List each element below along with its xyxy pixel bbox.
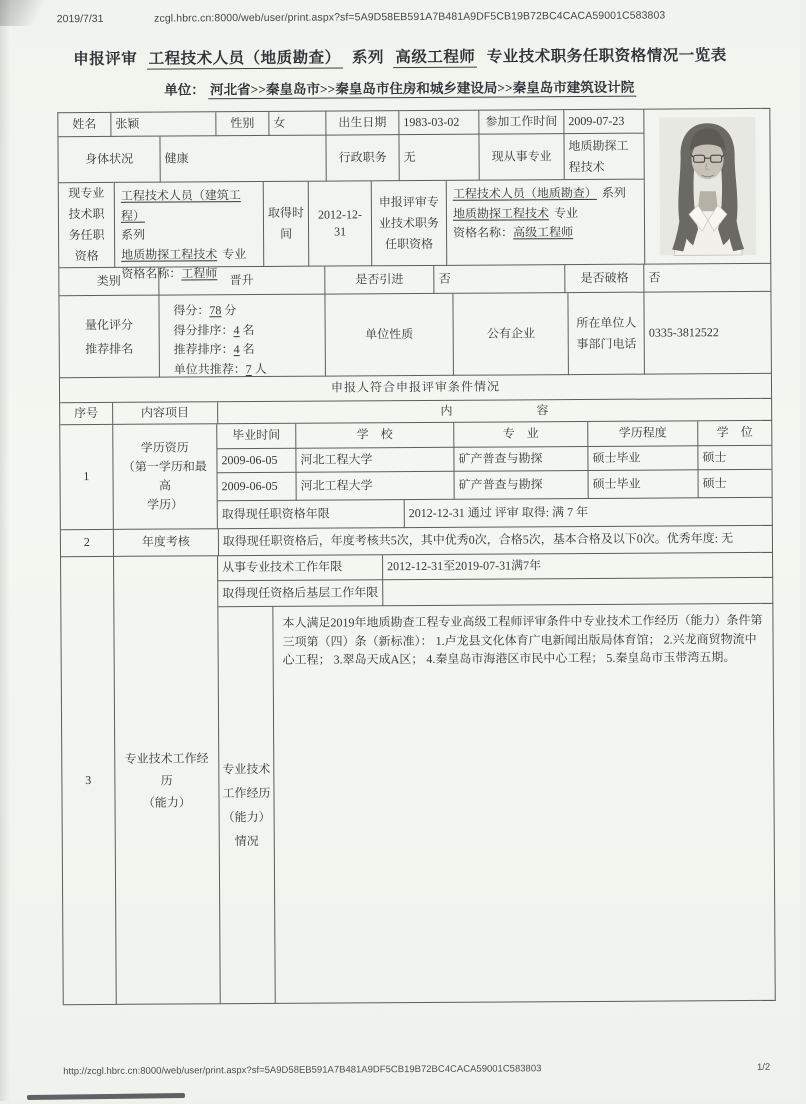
quant-label [59, 296, 159, 379]
recommend-rank-label: 推荐排序： [173, 342, 234, 357]
gender-value: 女 [269, 112, 326, 136]
title-prefix: 申报评审 [73, 50, 138, 69]
assessment-text: 取得现任职资格后，年度考核共5次，其中优秀0次，合格5次，基本合格及以下0次。优秀年度: 无 [219, 526, 773, 556]
org-type-label: 单位性质 [325, 294, 454, 377]
form-title [0, 43, 800, 70]
condition-row-experience [61, 553, 776, 1005]
print-header-url: zcgl.hbrc.cn:8000/web/user/print.aspx?sf=5A9D58EB591A7B481A9DF5CB19B72BC4CACA59001C583803 [154, 9, 666, 25]
import-value: 否 [435, 265, 566, 294]
current-name: 工程师 [181, 266, 218, 281]
admin-value: 无 [399, 135, 479, 181]
work-years-label: 从事专业技术工作年限 [218, 555, 383, 581]
apply-name-label: 资格名称： [453, 225, 514, 240]
col-content-header: 内 容 [218, 399, 772, 424]
seniority-value: 2012-12-31 通过 评审 取得: 满 7 年 [405, 498, 773, 528]
category-row [59, 264, 771, 296]
edu1-degree-level: 硕士毕业 [588, 446, 698, 471]
score-line [173, 301, 324, 321]
qualification-form-table [57, 108, 775, 1005]
experience-detail-label: 专业技术工作经历（能力）情况 [218, 607, 275, 1004]
edu-header-grad-date: 毕业时间 [217, 424, 296, 449]
edu2-degree-level: 硕士毕业 [589, 470, 699, 499]
acquire-time-label: 取得时间 [264, 182, 310, 267]
hr-phone-value: 0335-3812522 [645, 292, 772, 375]
name-value: 张颖 [111, 112, 216, 137]
apply-series: 工程技术人员（地质勘查） [452, 185, 597, 201]
apply-series-suffix: 系列 [601, 185, 626, 200]
education-item-line2: （第一学历和最高 [122, 459, 207, 493]
assessment-row-no: 2 [61, 530, 114, 557]
edu1-major: 矿产普查与勘探 [454, 447, 588, 472]
admin-label: 行政职务 [326, 135, 399, 181]
seniority-row [218, 498, 773, 529]
profession-label: 现从事专业 [479, 134, 564, 181]
score-label: 得分： [173, 303, 210, 318]
apply-major: 地质勘探工程技术 [452, 205, 549, 221]
join-value: 2009-07-23 [564, 110, 644, 134]
birth-value: 1983-03-02 [399, 111, 479, 135]
category-value: 晋升 [159, 267, 325, 296]
recommend-rank-value: 4 [233, 342, 240, 357]
edu-header-major: 专 业 [454, 422, 588, 448]
edu1-school: 河北工程大学 [296, 448, 454, 473]
birth-label: 出生日期 [326, 111, 399, 135]
edu2-grad-date: 2009-06-05 [218, 473, 297, 501]
score-unit: 分 [224, 303, 237, 318]
recommend-rank-unit: 名 [242, 342, 255, 357]
title-series-suffix: 系列 [351, 49, 385, 67]
edu1-grad-date: 2009-06-05 [217, 449, 296, 473]
experience-item-label [114, 556, 221, 1005]
category-label: 类别 [59, 268, 159, 297]
education-item-line3: 学历） [146, 497, 184, 512]
break-label: 是否破格 [566, 265, 645, 293]
work-years-row [218, 553, 773, 581]
conditions-section-title: 申报人符合申报评审条件情况 [60, 374, 772, 403]
score-rank-line [173, 320, 324, 340]
acquire-time-value: 2012-12-31 [309, 181, 373, 266]
total-recommend-unit: 人 [254, 361, 267, 376]
print-footer-url: http://zcgl.hbrc.cn:8000/web/user/print.aspx?sf=5A9D58EB591A7B481A9DF5CB19B72BC4CACA59001C583803 [63, 1063, 542, 1078]
break-value: 否 [644, 264, 771, 293]
apply-qualification-value [447, 180, 646, 266]
name-label: 姓名 [58, 113, 111, 137]
experience-item-line1: 专业技术工作经历 [124, 750, 209, 788]
edu2-school: 河北工程大学 [297, 472, 455, 501]
gender-label: 性别 [216, 112, 269, 136]
experience-item-line2: （能力） [142, 794, 191, 810]
col-item-header: 内容项目 [113, 402, 218, 425]
org-type-value: 公有企业 [454, 293, 569, 376]
condition-row-education [60, 421, 773, 530]
import-label: 是否引进 [325, 266, 435, 295]
current-qualification-label: 现专业技术职务任职资格 [59, 183, 116, 268]
recommend-rank-line [174, 340, 325, 360]
score-rank-label: 得分排序： [173, 322, 234, 338]
assessment-item-label: 年度考核 [114, 529, 219, 557]
portrait-photo [659, 117, 756, 256]
profession-value: 地质勘探工程技术 [564, 134, 644, 180]
score-rank-value: 4 [233, 322, 240, 337]
title-series-underlined: 工程技术人员（地质勘查） [147, 49, 343, 69]
title-level-underlined: 高级工程师 [393, 49, 477, 69]
edu2-degree: 硕士 [699, 470, 773, 498]
edu1-degree: 硕士 [698, 446, 772, 470]
score-rank-unit: 名 [242, 322, 255, 337]
title-suffix: 专业技术职务任职资格情况一览表 [486, 47, 727, 66]
grassroots-years-value [383, 578, 773, 606]
condition-row-assessment [61, 526, 773, 557]
edu-row-1 [217, 446, 772, 473]
portrait-photo-cell [644, 109, 771, 265]
edu-header-school: 学 校 [296, 423, 454, 449]
work-years-value: 2012-12-31至2019-07-31满7年 [383, 553, 773, 580]
score-value: 78 [209, 303, 222, 318]
health-value: 健康 [160, 136, 326, 183]
current-major-suffix: 专业 [222, 246, 247, 261]
current-series: 工程技术人员（建筑工程） [120, 188, 241, 223]
experience-detail-row [218, 604, 775, 1004]
seniority-label: 取得现任职资格年限 [218, 500, 405, 529]
edu-header-degree-level: 学历程度 [588, 421, 698, 447]
hr-phone-label: 所在单位人事部门电话 [569, 293, 645, 375]
grassroots-years-row [218, 578, 773, 607]
quant-score-row [59, 292, 771, 378]
quant-scores [159, 295, 325, 378]
col-no-header: 序号 [60, 403, 113, 425]
current-series-suffix: 系列 [121, 227, 146, 242]
edu2-major: 矿产普查与勘探 [455, 471, 589, 500]
education-subtable [217, 421, 773, 529]
print-footer [63, 1062, 770, 1077]
join-label: 参加工作时间 [479, 110, 564, 135]
current-name-label: 资格名称： [121, 266, 182, 281]
unit-label: 单位： [164, 82, 205, 98]
unit-value: 河北省>>秦皇岛市>>秦皇岛市住房和城乡建设局>>秦皇岛市建筑设计院 [208, 80, 636, 100]
apply-qualification-label: 申报评审专业技术职务任职资格 [372, 181, 448, 266]
total-recommend-value: 7 [245, 361, 252, 376]
print-header [0, 0, 800, 37]
experience-row-no: 3 [61, 557, 116, 1005]
edu-row-2 [218, 470, 773, 501]
apply-major-suffix: 专业 [553, 205, 579, 220]
quant-label-line2: 推荐排名 [85, 341, 134, 356]
health-label: 身体状况 [58, 137, 160, 184]
edu-header-degree: 学 位 [698, 421, 772, 446]
page-indicator: 1/2 [756, 1061, 771, 1073]
print-date: 2019/7/31 [56, 12, 104, 26]
experience-subtable [218, 553, 776, 1004]
education-row-no: 1 [60, 425, 113, 530]
education-item-line1: 学历资历 [140, 440, 189, 455]
grassroots-years-label: 取得现任资格后基层工作年限 [218, 580, 383, 607]
total-recommend-label: 单位共推荐： [173, 361, 246, 377]
education-item-label [113, 424, 218, 530]
apply-name: 高级工程师 [513, 225, 574, 240]
quant-label-line1: 量化评分 [84, 317, 134, 332]
unit-line [0, 75, 800, 100]
current-major: 地质勘探工程技术 [121, 246, 218, 262]
experience-detail-text: 本人满足2019年地质勘查工程专业高级工程师评审条件中专业技术工作经历（能力）条件第三项第（四）条（新标准）： 1.卢龙县文化体育广电新闻出版局体育馆； 2.兴龙商贸物流中心工程； 3.翠岛天成A区； 4.秦皇岛市海港区市民中心工程； 5.秦皇岛市玉带湾五期。 [273, 604, 775, 1004]
